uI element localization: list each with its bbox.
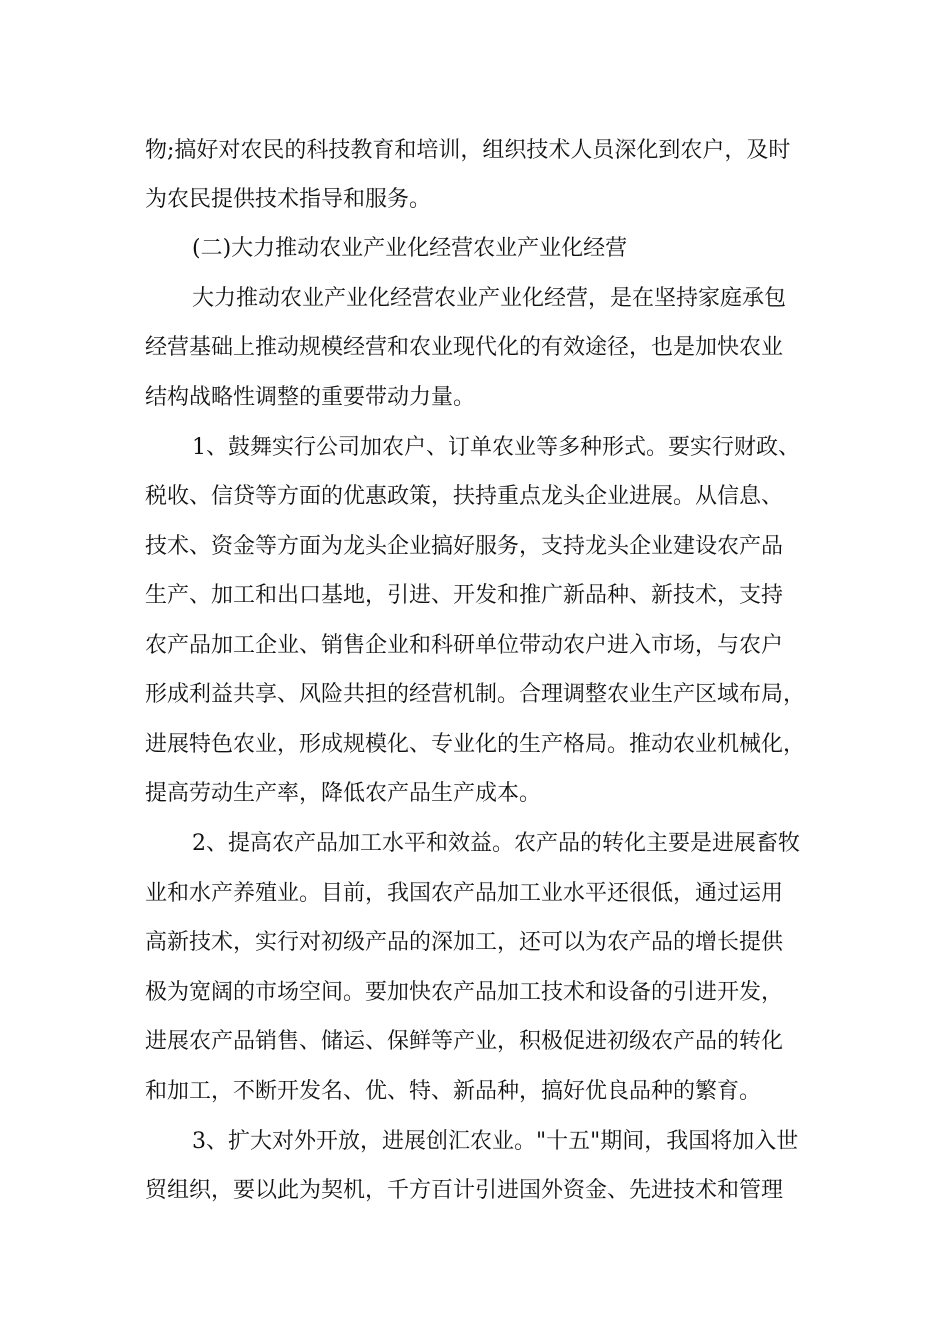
body-line: 生产、加工和出口基地，引进、开发和推广新品种、新技术，支持	[145, 583, 784, 608]
body-line: 贸组织，要以此为契机，千方百计引进国外资金、先进技术和管理	[145, 1178, 784, 1203]
body-line: 结构战略性调整的重要带动力量。	[145, 385, 476, 410]
body-line: 经营基础上推动规模经营和农业现代化的有效途径，也是加快农业	[145, 335, 784, 360]
body-line: 农产品加工企业、销售企业和科研单位带动农户进入市场，与农户	[145, 633, 784, 658]
body-line: 形成利益共享、风险共担的经营机制。合理调整农业生产区域布局，	[145, 682, 806, 707]
body-line: 1、鼓舞实行公司加农户、订单农业等多种形式。要实行财政、	[192, 435, 800, 460]
body-line: 税收、信贷等方面的优惠政策，扶持重点龙头企业进展。从信息、	[145, 484, 784, 509]
body-line: 业和水产养殖业。目前，我国农产品加工业水平还很低，通过运用	[145, 881, 784, 906]
body-line: 极为宽阔的市场空间。要加快农产品加工技术和设备的引进开发，	[145, 980, 784, 1005]
body-line: 技术、资金等方面为龙头企业搞好服务，支持龙头企业建设农产品	[145, 534, 784, 559]
body-line: 大力推动农业产业化经营农业产业化经营，是在坚持家庭承包	[192, 286, 787, 311]
body-line: 高新技术，实行对初级产品的深加工，还可以为农产品的增长提供	[145, 930, 784, 955]
body-line: 为农民提供技术指导和服务。	[145, 187, 432, 212]
body-line: 2、提高农产品加工水平和效益。农产品的转化主要是进展畜牧	[192, 831, 800, 856]
body-line: 3、扩大对外开放，进展创汇农业。"十五"期间，我国将加入世	[192, 1129, 799, 1154]
body-line: 和加工，不断开发名、优、特、新品种，搞好优良品种的繁育。	[145, 1079, 762, 1104]
body-line: 进展农产品销售、储运、保鲜等产业，积极促进初级农产品的转化	[145, 1029, 784, 1054]
body-line: 进展特色农业，形成规模化、专业化的生产格局。推动农业机械化，	[145, 732, 806, 757]
section-heading: (二)大力推动农业产业化经营农业产业化经营	[192, 236, 628, 261]
body-line: 物;搞好对农民的科技教育和培训，组织技术人员深化到农户，及时	[145, 138, 791, 163]
body-line: 提高劳动生产率，降低农产品生产成本。	[145, 781, 542, 806]
